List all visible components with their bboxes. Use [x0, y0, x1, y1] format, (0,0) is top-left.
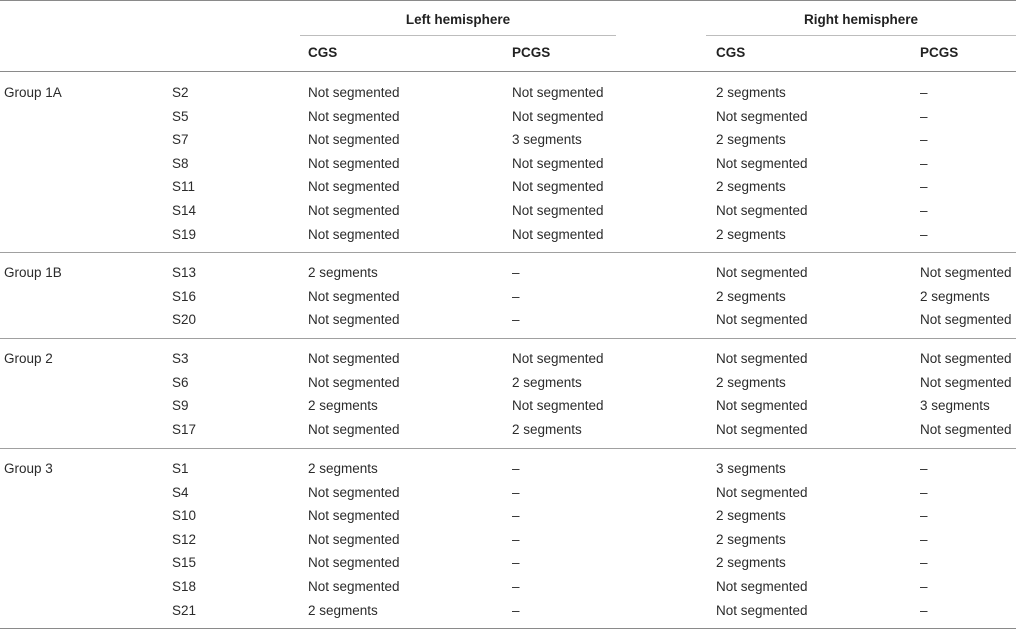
subject-cell: S21 [172, 602, 197, 618]
right-cgs-cell: 3 segments [716, 461, 786, 476]
left-pcgs-cell: Not segmented [512, 179, 604, 195]
right-cgs-cell: 2 segments [716, 374, 786, 390]
left-cgs-cell: 2 segments [308, 265, 378, 280]
group-separator [0, 448, 1016, 449]
left-cgs-cell: Not segmented [308, 155, 400, 171]
left-cgs-cell: Not segmented [308, 108, 400, 124]
subject-cell: S10 [172, 508, 197, 524]
left-cgs-cell: Not segmented [308, 312, 400, 328]
left-pcgs-cell: Not segmented [512, 351, 604, 366]
right-cgs-cell: 2 segments [716, 179, 786, 195]
subject-cell: S16 [172, 288, 197, 304]
right-cgs-cell: Not segmented [716, 602, 808, 618]
subject-cell: S2 [172, 85, 189, 100]
right-cgs-cell: Not segmented [716, 155, 808, 171]
right-cgs-cell: Not segmented [716, 421, 808, 437]
left-pcgs-cell: Not segmented [512, 226, 604, 242]
left-cgs-cell: Not segmented [308, 203, 400, 218]
right-pcgs-cell: 3 segments [920, 398, 990, 414]
left-cgs-cell: Not segmented [308, 555, 400, 571]
left-pcgs-cell: Not segmented [512, 203, 604, 218]
subject-cell: S12 [172, 531, 197, 547]
group-label: Group 1B [4, 265, 62, 280]
right-hemisphere-header: Right hemisphere [803, 12, 919, 27]
subject-cell: S7 [172, 132, 189, 148]
group-separator [0, 338, 1016, 339]
right-pcgs-cell: – [920, 179, 928, 195]
left-cgs-cell: Not segmented [308, 374, 400, 390]
subject-cell: S11 [172, 179, 196, 195]
right-pcgs-cell: Not segmented [920, 421, 1012, 437]
subject-cell: S18 [172, 579, 197, 594]
left-pcgs-cell: 2 segments [512, 374, 582, 390]
right-cgs-cell: Not segmented [716, 108, 808, 124]
subject-cell: S3 [172, 351, 189, 366]
left-pcgs-cell: 2 segments [512, 421, 582, 437]
subject-cell: S8 [172, 155, 189, 171]
subject-cell: S17 [172, 421, 197, 437]
group-separator [0, 252, 1016, 253]
group-label: Group 2 [4, 351, 53, 366]
right-cgs-cell: Not segmented [716, 398, 808, 414]
subject-cell: S1 [172, 461, 189, 476]
left-cgs-cell: Not segmented [308, 179, 400, 195]
left-pcgs-cell: – [512, 531, 520, 547]
right-cgs-cell: 2 segments [716, 85, 786, 100]
left-cgs-cell: Not segmented [308, 226, 400, 242]
right-pcgs-cell: 2 segments [920, 288, 990, 304]
subject-cell: S5 [172, 108, 189, 124]
right-pcgs-cell: Not segmented [920, 265, 1012, 280]
left-cgs-cell: 2 segments [308, 461, 378, 476]
subject-cell: S14 [172, 203, 197, 218]
subject-cell: S19 [172, 226, 197, 242]
header-bottom-rule [0, 71, 1016, 72]
right-cgs-cell: 2 segments [716, 226, 786, 242]
left-cgs-cell: Not segmented [308, 508, 400, 524]
right-cgs-cell: 2 segments [716, 531, 786, 547]
right-cgs-cell: 2 segments [716, 132, 786, 148]
table-top-rule [0, 0, 1016, 1]
group-label: Group 3 [4, 461, 53, 476]
right-pcgs-cell: – [920, 531, 928, 547]
left-cgs-cell: Not segmented [308, 579, 400, 594]
left-pcgs-cell: – [512, 288, 520, 304]
left-pcgs-cell: – [512, 508, 520, 524]
left-pcgs-cell: – [512, 555, 520, 571]
col-right-cgs-header: CGS [716, 45, 746, 60]
right-pcgs-cell: Not segmented [920, 351, 1012, 366]
right-pcgs-cell: – [920, 579, 928, 594]
left-pcgs-cell: – [512, 579, 520, 594]
right-pcgs-cell: – [920, 461, 928, 476]
right-pcgs-cell: – [920, 85, 928, 100]
right-cgs-cell: Not segmented [716, 579, 808, 594]
right-pcgs-cell: – [920, 108, 928, 124]
table-bottom-rule [0, 628, 1016, 629]
left-pcgs-cell: Not segmented [512, 85, 604, 100]
left-pcgs-cell: – [512, 602, 520, 618]
right-cgs-cell: 2 segments [716, 555, 786, 571]
left-hemisphere-underline [300, 35, 616, 36]
right-pcgs-cell: – [920, 203, 928, 218]
left-pcgs-cell: – [512, 484, 520, 500]
col-right-pcgs-header: PCGS [920, 45, 959, 60]
group-label: Group 1A [4, 85, 62, 100]
right-cgs-cell: Not segmented [716, 484, 808, 500]
left-cgs-cell: Not segmented [308, 132, 400, 148]
left-cgs-cell: Not segmented [308, 85, 400, 100]
left-cgs-cell: Not segmented [308, 288, 400, 304]
right-pcgs-cell: Not segmented [920, 374, 1012, 390]
subject-cell: S20 [172, 312, 197, 328]
left-cgs-cell: Not segmented [308, 531, 400, 547]
left-pcgs-cell: – [512, 461, 520, 476]
right-pcgs-cell: – [920, 508, 928, 524]
col-left-cgs-header: CGS [308, 45, 338, 60]
left-cgs-cell: Not segmented [308, 421, 400, 437]
left-pcgs-cell: 3 segments [512, 132, 582, 148]
right-pcgs-cell: – [920, 226, 928, 242]
subject-cell: S4 [172, 484, 189, 500]
right-cgs-cell: 2 segments [716, 508, 786, 524]
subject-cell: S9 [172, 398, 189, 414]
right-cgs-cell: Not segmented [716, 265, 808, 280]
right-cgs-cell: Not segmented [716, 351, 808, 366]
right-hemisphere-underline [706, 35, 1016, 36]
left-pcgs-cell: Not segmented [512, 155, 604, 171]
subject-cell: S15 [172, 555, 197, 571]
left-cgs-cell: 2 segments [308, 398, 378, 414]
left-cgs-cell: Not segmented [308, 351, 400, 366]
right-cgs-cell: 2 segments [716, 288, 786, 304]
subject-cell: S13 [172, 265, 197, 280]
right-cgs-cell: Not segmented [716, 203, 808, 218]
right-pcgs-cell: – [920, 602, 928, 618]
right-cgs-cell: Not segmented [716, 312, 808, 328]
right-pcgs-cell: – [920, 555, 928, 571]
col-left-pcgs-header: PCGS [512, 45, 551, 60]
subject-cell: S6 [172, 374, 189, 390]
left-pcgs-cell: – [512, 312, 520, 328]
right-pcgs-cell: – [920, 484, 928, 500]
right-pcgs-cell: – [920, 132, 928, 148]
right-pcgs-cell: Not segmented [920, 312, 1012, 328]
right-pcgs-cell: – [920, 155, 928, 171]
left-hemisphere-header: Left hemisphere [405, 12, 511, 27]
left-pcgs-cell: – [512, 265, 520, 280]
left-cgs-cell: Not segmented [308, 484, 400, 500]
left-cgs-cell: 2 segments [308, 602, 378, 618]
left-pcgs-cell: Not segmented [512, 398, 604, 414]
left-pcgs-cell: Not segmented [512, 108, 604, 124]
